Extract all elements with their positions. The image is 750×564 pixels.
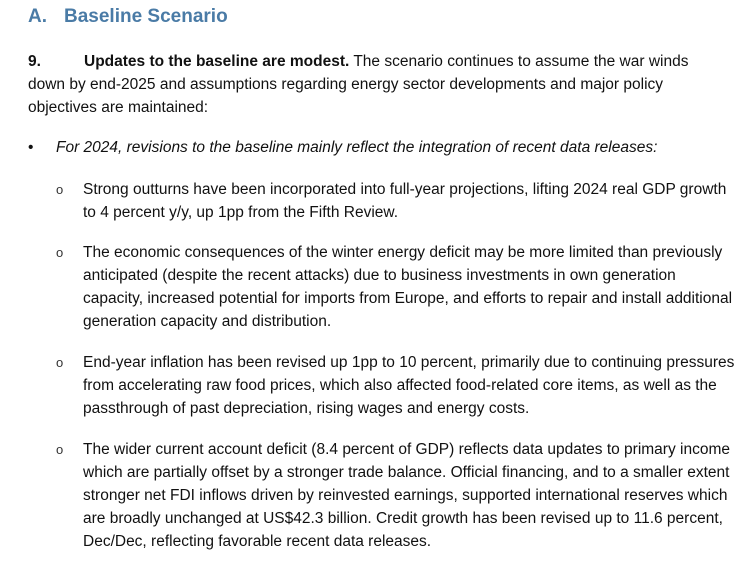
circle-bullet-icon: o <box>56 182 64 197</box>
paragraph-9 <box>28 50 728 119</box>
bullet-colon: : <box>653 139 658 156</box>
section-heading <box>28 6 228 28</box>
circle-bullet-icon: o <box>56 245 64 260</box>
paragraph-number: 9. <box>28 53 41 70</box>
subitem-inflation <box>56 351 736 420</box>
subitem-text: End-year inflation has been revised up 1pp to 10 percent, primarily due to continuing pressures from accelerating raw food prices, which also affected food-related core items, as well as the passthrough of past depreciation, rising wages and energy costs. <box>83 354 735 417</box>
bullet-text: For 2024, revisions to the baseline mainly reflect the integration of recent data releases <box>56 139 654 156</box>
subitem-text: Strong outturns have been incorporated into full-year projections, lifting 2024 real GDP growth to 4 percent y/y, up 1pp from the Fifth Review. <box>83 181 727 221</box>
bullet-icon: • <box>28 139 34 156</box>
subitem-text: The economic consequences of the winter energy deficit may be more limited than previously anticipated (despite the recent attacks) due to business investments in own generation capacity, increased potential for imports from Europe, and efforts to repair and install additional generation capacity and distribution. <box>83 244 733 330</box>
subitem-text: The wider current account deficit (8.4 percent of GDP) reflects data updates to primary income which are partially offset by a stronger trade balance. Official financing, and to a smaller extent stronger net FDI inflows driven by reinvested earnings, supported international reserves which are broadly unchanged at US$42.3 billion. Credit growth has been revised up to 11.6 percent, Dec/Dec, reflecting favorable recent data releases. <box>83 441 730 550</box>
paragraph-lead: Updates to the baseline are modest. <box>84 53 350 70</box>
section-letter: A. <box>28 6 47 27</box>
circle-bullet-icon: o <box>56 442 64 457</box>
subitem-current-account <box>56 438 736 553</box>
subitem-gdp <box>56 178 736 224</box>
section-title: Baseline Scenario <box>64 6 228 27</box>
bullet-text-wrap <box>56 136 657 159</box>
subitem-energy <box>56 241 736 333</box>
paragraph-text: The scenario continues to assume the war winds down by end-2025 and assumptions regarding energy sector developments and major policy objectives are maintained: <box>28 53 689 116</box>
circle-bullet-icon: o <box>56 355 64 370</box>
